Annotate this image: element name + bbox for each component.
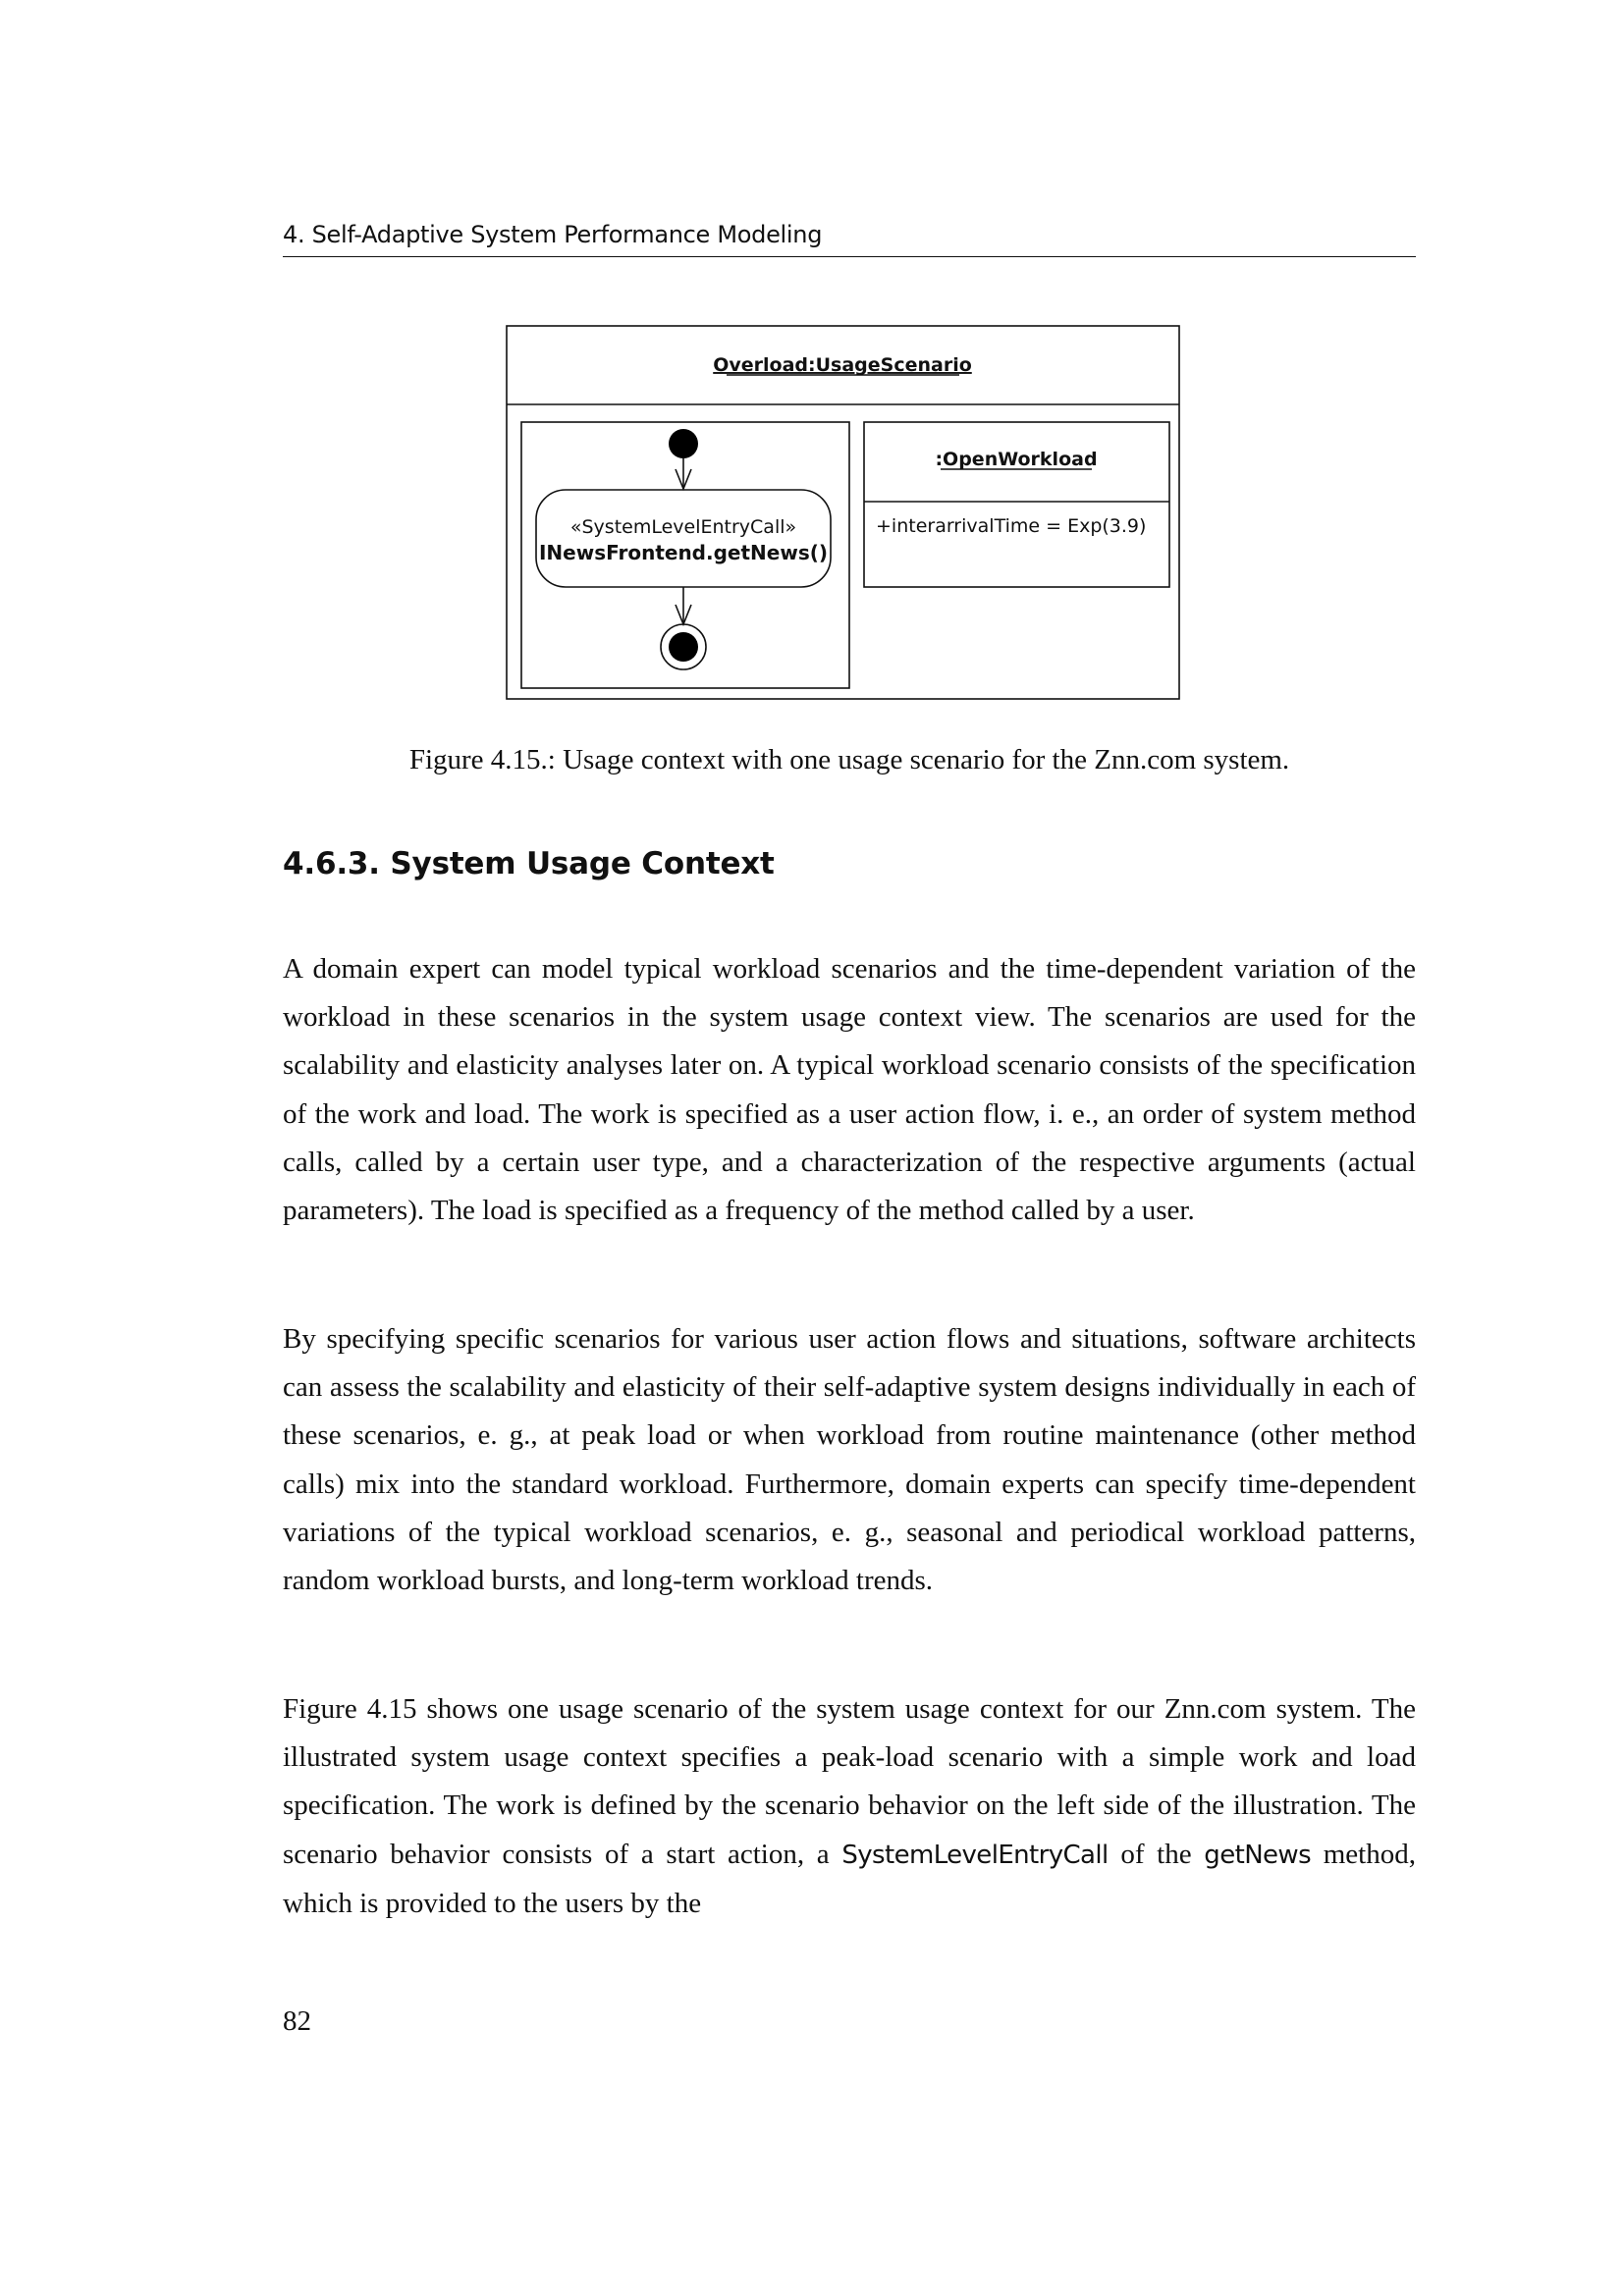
paragraph-text: of the [1108,1838,1205,1870]
code-term-get-news: getNews [1204,1840,1312,1870]
action-name: INewsFrontend.getNews() [538,541,829,564]
paragraph-text: method, which is provided to the users by the [283,1838,1416,1919]
action-stereotype: «SystemLevelEntryCall» [569,516,797,538]
paragraph: By specifying specific scenarios for various user action flows and situations, software architects can assess the scalability and elasticity of their self-adaptive system designs individually in each of these scenarios, e. g., at peak load or when workload from routine maintenance (other method calls) mix into the standard workload. Furthermore, domain experts can specify time-dependent variations of the typical workload scenarios, e. g., seasonal and periodical workload patterns, random workload bursts, and long-term workload trends. [283,1323,1416,1597]
initial-node-icon [669,429,698,458]
paragraph-text: Figure 4.15 shows one usage scenario of the system usage context for our Znn.com system. The illustrated system usage context specifies a peak-load scenario with a simple work and load specification. The work is defined by the scenario behavior on the left side of the illustration. The scenario behavior consists of a start action, a [283,1693,1416,1870]
paragraph: A domain expert can model typical workload scenarios and the time-dependent variation of the workload in these scenarios in the system usage context view. The scenarios are used for the scalability and elasticity analyses later on. A typical workload scenario consists of the specification of the work and load. The work is specified as a user action flow, i. e., an order of system method calls, called by a certain user type, and a characterization of the respective arguments (actual parameters). The load is specified as a frequency of the method called by a user. [283,953,1416,1227]
section-heading: 4.6.3. System Usage Context [283,846,775,881]
page-number: 82 [283,2005,311,2037]
figure-caption: Figure 4.15.: Usage context with one usage scenario for the Znn.com system. [408,744,1290,775]
paragraph [283,1685,1416,1928]
open-workload-box [864,422,1169,587]
code-term-system-level-entry-call: SystemLevelEntryCall [841,1840,1109,1870]
final-node-icon [669,632,698,662]
scenario-title: Overload:UsageScenario [713,354,972,376]
interarrival-time-attribute: +interarrivalTime = Exp(3.9) [876,515,1147,537]
running-header: 4. Self-Adaptive System Performance Modeling [283,221,823,248]
system-level-entry-call-action [536,490,831,587]
scenario-box [507,326,1179,699]
open-workload-title: :OpenWorkload [935,449,1098,470]
usage-scenario-diagram [0,0,1624,746]
